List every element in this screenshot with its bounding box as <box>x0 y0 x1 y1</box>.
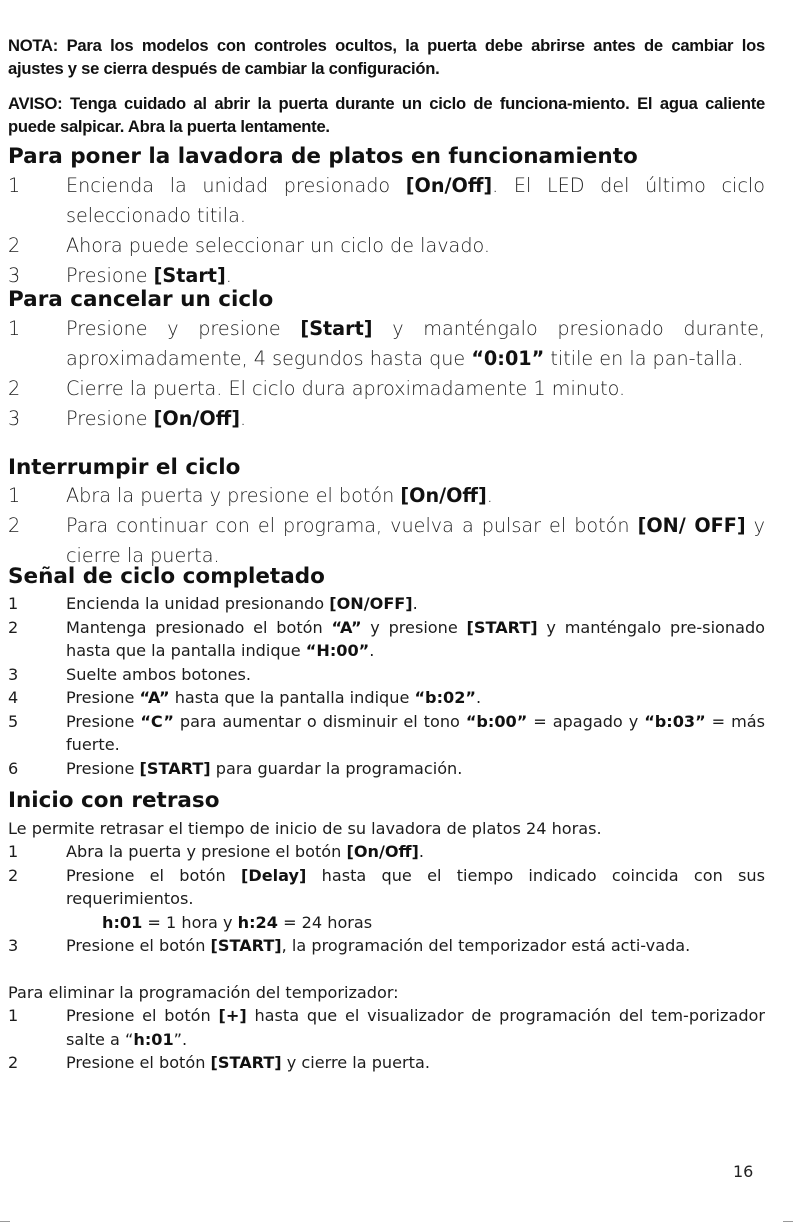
item-text: Presione el botón <box>66 1006 219 1025</box>
list-item <box>8 710 765 757</box>
list-item <box>8 314 765 374</box>
list-item <box>8 231 765 261</box>
item-text: para guardar la programación. <box>210 758 463 778</box>
list-item <box>8 511 765 571</box>
item-text: . <box>412 594 418 613</box>
item-number: 1 <box>8 842 19 861</box>
aviso-text: Tenga cuidado al abrir la puerta durante un ciclo de funciona-miento. El agua caliente puede salpicar. Abra la puerta lentamente. <box>8 94 765 136</box>
item-text: Abra la puerta y presione el botón <box>66 842 347 861</box>
key-label: [START] <box>210 1053 282 1072</box>
nota-paragraph <box>8 34 765 80</box>
list-item <box>8 592 765 616</box>
key-label: [Delay] <box>241 865 307 885</box>
display-code: “b:00” <box>465 711 528 731</box>
display-code: “b:03” <box>644 711 706 731</box>
list-item <box>8 757 765 781</box>
crop-mark <box>783 1221 793 1222</box>
display-code: h:24 <box>237 913 278 932</box>
item-text: y cierre la puerta. <box>281 1053 430 1072</box>
signal-list <box>8 592 765 780</box>
list-item <box>8 404 765 434</box>
item-text: Mantenga presionado el botón <box>66 617 332 637</box>
display-code: h:01 <box>102 913 143 932</box>
item-number: 2 <box>8 514 21 537</box>
list-item <box>8 663 765 687</box>
key-label: [START] <box>210 936 282 955</box>
key-label: “C” <box>140 711 174 731</box>
item-text: y manténgalo presionado durante, aproximadamente, 4 segundos hasta que <box>66 317 765 370</box>
list-item <box>8 1004 765 1051</box>
item-text: . <box>369 641 375 660</box>
item-number: 1 <box>8 1006 19 1025</box>
item-text: , la programación del temporizador está acti-vada. <box>281 936 691 955</box>
display-code: “0:01” <box>471 347 545 370</box>
list-item <box>8 374 765 404</box>
delay-example <box>102 911 372 935</box>
item-number: 2 <box>8 377 21 400</box>
item-text: para aumentar o disminuir el tono <box>173 711 466 731</box>
section-title-start: Para poner la lavadora de platos en funcionamiento <box>8 144 638 169</box>
key-label: [ON/OFF] <box>329 594 413 613</box>
nota-label: NOTA: <box>8 36 59 55</box>
interrupt-list <box>8 481 765 571</box>
item-text: . <box>486 484 493 507</box>
item-text: Presione el botón <box>66 1053 211 1072</box>
list-item <box>8 686 765 710</box>
section-title-cancel: Para cancelar un ciclo <box>8 287 274 312</box>
display-code: h:01 <box>133 1029 174 1049</box>
item-number: 1 <box>8 484 21 507</box>
key-label: [+] <box>218 1006 247 1025</box>
item-number: 1 <box>8 594 19 613</box>
item-text: hasta que la pantalla indique <box>169 688 415 707</box>
item-text: = 1 hora y <box>142 913 238 932</box>
item-number: 3 <box>8 264 21 287</box>
item-text: = 24 horas <box>277 913 373 932</box>
list-item <box>8 616 765 663</box>
aviso-paragraph <box>8 92 765 138</box>
item-text: Presione <box>66 688 140 707</box>
list-item <box>8 171 765 231</box>
item-text: Suelte ambos botones. <box>66 664 252 684</box>
key-label: [Start] <box>300 317 373 340</box>
delay-cancel-list <box>8 1004 765 1075</box>
key-label: [Start] <box>153 264 226 287</box>
item-text: Presione el botón <box>66 865 241 885</box>
list-item <box>8 864 765 911</box>
item-text: y presione <box>361 617 467 637</box>
item-text: ”. <box>173 1029 188 1049</box>
item-number: 1 <box>8 174 21 197</box>
item-text: Abra la puerta y presione el botón <box>66 484 401 507</box>
item-text: hasta que el visualizador de programación del tem-porizador salte a “ <box>66 1006 766 1049</box>
item-text: . <box>225 264 232 287</box>
item-text: Encienda la unidad presionado <box>66 174 406 197</box>
delay-intro: Le permite retrasar el tiempo de inicio de su lavadora de platos 24 horas. <box>8 819 602 838</box>
key-label: [START] <box>139 758 211 778</box>
display-code: “H:00” <box>305 641 370 660</box>
key-label: [ON/ OFF] <box>637 514 746 537</box>
item-number: 1 <box>8 317 21 340</box>
list-item <box>8 481 765 511</box>
item-text: y cierre la puerta. <box>66 514 765 567</box>
section-title-delay: Inicio con retraso <box>8 788 220 813</box>
list-item <box>8 1051 765 1075</box>
section-title-interrupt: Interrumpir el ciclo <box>8 455 241 480</box>
key-label: “A” <box>331 617 362 637</box>
item-text: titile en la pan-talla. <box>544 347 744 370</box>
key-label: “A” <box>139 688 170 707</box>
item-text: . <box>418 842 425 861</box>
item-number: 3 <box>8 936 19 955</box>
item-number: 2 <box>8 617 19 637</box>
item-text: Presione <box>66 711 141 731</box>
section-title-signal: Señal de ciclo completado <box>8 564 325 589</box>
item-number: 3 <box>8 407 21 430</box>
crop-mark <box>0 1221 10 1222</box>
item-text: y manténgalo pre-sionado hasta que la pantalla indique <box>66 617 766 660</box>
display-code: “b:02” <box>414 688 476 707</box>
key-label: [On/Off] <box>346 842 419 861</box>
nota-text: Para los modelos con controles ocultos, la puerta debe abrirse antes de cambiar los ajustes y se cierra después de cambiar la configuración. <box>8 36 765 78</box>
item-number: 2 <box>8 234 21 257</box>
item-number: 6 <box>8 758 19 778</box>
delay-list-cont <box>8 934 765 958</box>
item-text: hasta que el tiempo indicado coincida con sus requerimientos. <box>66 865 766 908</box>
item-number: 4 <box>8 688 19 707</box>
item-text: Para continuar con el programa, vuelva a pulsar el botón <box>66 514 638 537</box>
item-text: Presione <box>66 264 154 287</box>
list-item <box>8 840 765 864</box>
aviso-label: AVISO: <box>8 94 63 113</box>
item-text: . <box>476 688 482 707</box>
key-label: [On/Off] <box>153 407 241 430</box>
delay-list <box>8 840 765 911</box>
item-text: Presione <box>66 758 140 778</box>
item-text: Presione y presione <box>66 317 301 340</box>
item-text: Presione el botón <box>66 936 211 955</box>
item-number: 3 <box>8 664 19 684</box>
item-text: Cierre la puerta. El ciclo dura aproximadamente 1 minuto. <box>66 377 626 400</box>
item-text: = más fuerte. <box>66 711 765 754</box>
key-label: [On/Off] <box>400 484 487 507</box>
item-text: . El LED del último ciclo seleccionado titila. <box>66 174 765 227</box>
item-text: Presione <box>66 407 154 430</box>
delay-cancel-intro: Para eliminar la programación del temporizador: <box>8 983 399 1002</box>
key-label: [START] <box>466 617 538 637</box>
item-number: 2 <box>8 865 19 885</box>
item-text: = apagado y <box>527 711 645 731</box>
item-text: Encienda la unidad presionando <box>66 594 330 613</box>
cancel-list <box>8 314 765 434</box>
page-number: 16 <box>733 1162 754 1181</box>
start-list <box>8 171 765 291</box>
list-item <box>8 934 765 958</box>
item-text: Ahora puede seleccionar un ciclo de lavado. <box>66 234 490 257</box>
item-text: . <box>240 407 247 430</box>
key-label: [On/Off] <box>405 174 493 197</box>
item-number: 5 <box>8 711 19 731</box>
item-number: 2 <box>8 1053 19 1072</box>
